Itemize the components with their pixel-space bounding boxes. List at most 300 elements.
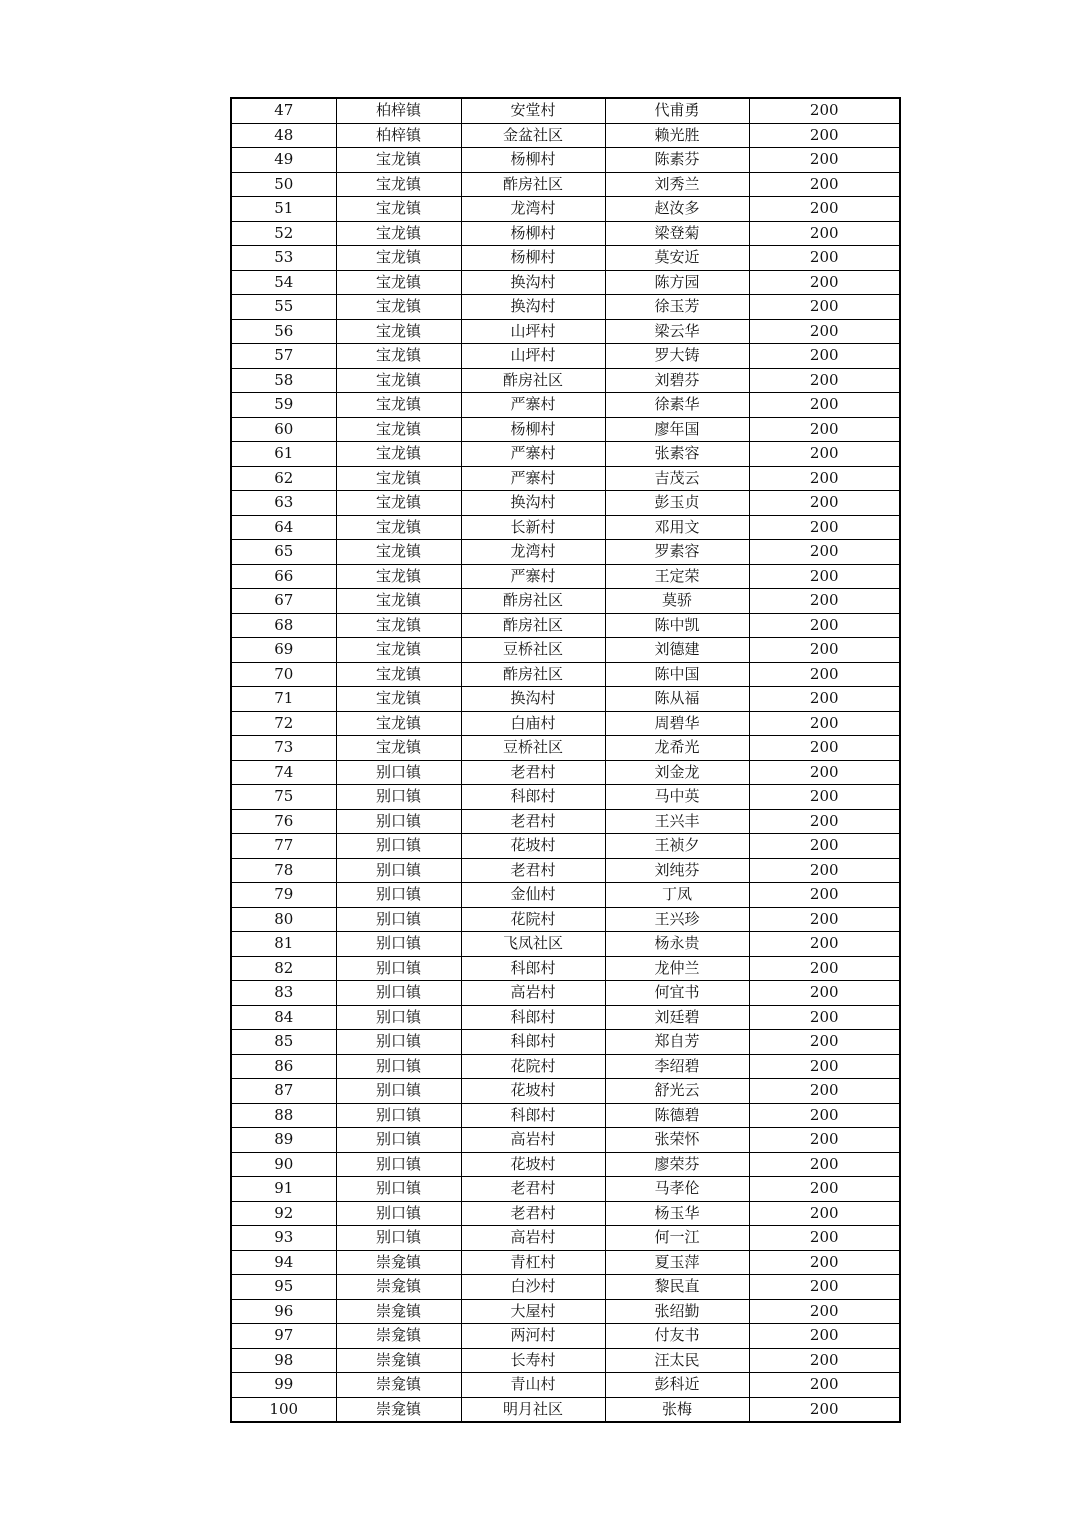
town-cell: 宝龙镇 bbox=[336, 515, 461, 540]
amount-cell: 200 bbox=[749, 515, 900, 540]
town-cell: 别口镇 bbox=[336, 883, 461, 908]
town-cell: 崇龛镇 bbox=[336, 1275, 461, 1300]
village-cell: 科郎村 bbox=[461, 785, 605, 810]
table-row bbox=[231, 785, 900, 810]
person-name-cell: 莫骄 bbox=[605, 589, 749, 614]
village-cell: 严寨村 bbox=[461, 466, 605, 491]
table-row bbox=[231, 858, 900, 883]
town-cell: 宝龙镇 bbox=[336, 368, 461, 393]
village-cell: 科郎村 bbox=[461, 956, 605, 981]
table-row bbox=[231, 246, 900, 271]
town-cell: 崇龛镇 bbox=[336, 1397, 461, 1422]
person-name-cell: 舒光云 bbox=[605, 1079, 749, 1104]
village-cell: 换沟村 bbox=[461, 491, 605, 516]
person-name-cell: 刘德建 bbox=[605, 638, 749, 663]
row-number-cell: 57 bbox=[231, 344, 336, 369]
village-cell: 飞凤社区 bbox=[461, 932, 605, 957]
town-cell: 崇龛镇 bbox=[336, 1299, 461, 1324]
amount-cell: 200 bbox=[749, 1030, 900, 1055]
row-number-cell: 67 bbox=[231, 589, 336, 614]
row-number-cell: 47 bbox=[231, 98, 336, 123]
amount-cell: 200 bbox=[749, 1201, 900, 1226]
town-cell: 宝龙镇 bbox=[336, 221, 461, 246]
town-cell: 宝龙镇 bbox=[336, 393, 461, 418]
person-name-cell: 马中英 bbox=[605, 785, 749, 810]
amount-cell: 200 bbox=[749, 1103, 900, 1128]
table-row bbox=[231, 491, 900, 516]
table-row bbox=[231, 319, 900, 344]
village-cell: 花坡村 bbox=[461, 1079, 605, 1104]
person-name-cell: 张绍勤 bbox=[605, 1299, 749, 1324]
table-row bbox=[231, 711, 900, 736]
town-cell: 别口镇 bbox=[336, 1030, 461, 1055]
person-name-cell: 龙希光 bbox=[605, 736, 749, 761]
village-cell: 杨柳村 bbox=[461, 148, 605, 173]
row-number-cell: 100 bbox=[231, 1397, 336, 1422]
row-number-cell: 95 bbox=[231, 1275, 336, 1300]
amount-cell: 200 bbox=[749, 172, 900, 197]
village-cell: 科郎村 bbox=[461, 1030, 605, 1055]
person-name-cell: 王兴丰 bbox=[605, 809, 749, 834]
village-cell: 老君村 bbox=[461, 858, 605, 883]
person-name-cell: 付友书 bbox=[605, 1324, 749, 1349]
person-name-cell: 王定荣 bbox=[605, 564, 749, 589]
amount-cell: 200 bbox=[749, 270, 900, 295]
amount-cell: 200 bbox=[749, 1373, 900, 1398]
table-row bbox=[231, 221, 900, 246]
village-cell: 龙湾村 bbox=[461, 197, 605, 222]
row-number-cell: 97 bbox=[231, 1324, 336, 1349]
person-name-cell: 何一江 bbox=[605, 1226, 749, 1251]
table-row bbox=[231, 981, 900, 1006]
amount-cell: 200 bbox=[749, 1299, 900, 1324]
town-cell: 别口镇 bbox=[336, 981, 461, 1006]
row-number-cell: 86 bbox=[231, 1054, 336, 1079]
village-cell: 明月社区 bbox=[461, 1397, 605, 1422]
town-cell: 别口镇 bbox=[336, 785, 461, 810]
row-number-cell: 79 bbox=[231, 883, 336, 908]
village-cell: 花坡村 bbox=[461, 1152, 605, 1177]
town-cell: 宝龙镇 bbox=[336, 491, 461, 516]
village-cell: 换沟村 bbox=[461, 687, 605, 712]
table-row bbox=[231, 907, 900, 932]
amount-cell: 200 bbox=[749, 246, 900, 271]
town-cell: 别口镇 bbox=[336, 956, 461, 981]
town-cell: 别口镇 bbox=[336, 834, 461, 859]
town-cell: 崇龛镇 bbox=[336, 1324, 461, 1349]
village-cell: 高岩村 bbox=[461, 1128, 605, 1153]
amount-cell: 200 bbox=[749, 564, 900, 589]
person-name-cell: 夏玉萍 bbox=[605, 1250, 749, 1275]
amount-cell: 200 bbox=[749, 1324, 900, 1349]
town-cell: 别口镇 bbox=[336, 1152, 461, 1177]
village-cell: 严寨村 bbox=[461, 393, 605, 418]
town-cell: 宝龙镇 bbox=[336, 319, 461, 344]
village-cell: 花坡村 bbox=[461, 834, 605, 859]
village-cell: 长寿村 bbox=[461, 1348, 605, 1373]
person-name-cell: 李绍碧 bbox=[605, 1054, 749, 1079]
amount-cell: 200 bbox=[749, 613, 900, 638]
amount-cell: 200 bbox=[749, 687, 900, 712]
table-row bbox=[231, 809, 900, 834]
village-cell: 酢房社区 bbox=[461, 172, 605, 197]
row-number-cell: 73 bbox=[231, 736, 336, 761]
row-number-cell: 90 bbox=[231, 1152, 336, 1177]
village-cell: 老君村 bbox=[461, 760, 605, 785]
amount-cell: 200 bbox=[749, 1397, 900, 1422]
amount-cell: 200 bbox=[749, 1128, 900, 1153]
amount-cell: 200 bbox=[749, 540, 900, 565]
table-row bbox=[231, 270, 900, 295]
town-cell: 宝龙镇 bbox=[336, 613, 461, 638]
village-cell: 换沟村 bbox=[461, 295, 605, 320]
person-name-cell: 梁登菊 bbox=[605, 221, 749, 246]
row-number-cell: 98 bbox=[231, 1348, 336, 1373]
table-row bbox=[231, 1103, 900, 1128]
person-name-cell: 梁云华 bbox=[605, 319, 749, 344]
town-cell: 宝龙镇 bbox=[336, 197, 461, 222]
row-number-cell: 68 bbox=[231, 613, 336, 638]
person-name-cell: 代甫勇 bbox=[605, 98, 749, 123]
village-cell: 豆桥社区 bbox=[461, 736, 605, 761]
town-cell: 宝龙镇 bbox=[336, 687, 461, 712]
town-cell: 别口镇 bbox=[336, 1005, 461, 1030]
amount-cell: 200 bbox=[749, 1250, 900, 1275]
village-cell: 大屋村 bbox=[461, 1299, 605, 1324]
village-cell: 酢房社区 bbox=[461, 589, 605, 614]
village-cell: 白庙村 bbox=[461, 711, 605, 736]
person-name-cell: 刘廷碧 bbox=[605, 1005, 749, 1030]
table-row bbox=[231, 466, 900, 491]
table-row bbox=[231, 515, 900, 540]
town-cell: 宝龙镇 bbox=[336, 736, 461, 761]
table-row bbox=[231, 1226, 900, 1251]
village-cell: 白沙村 bbox=[461, 1275, 605, 1300]
row-number-cell: 53 bbox=[231, 246, 336, 271]
town-cell: 宝龙镇 bbox=[336, 344, 461, 369]
person-name-cell: 徐素华 bbox=[605, 393, 749, 418]
village-cell: 杨柳村 bbox=[461, 221, 605, 246]
row-number-cell: 83 bbox=[231, 981, 336, 1006]
table-row bbox=[231, 638, 900, 663]
row-number-cell: 60 bbox=[231, 417, 336, 442]
person-name-cell: 赵汝多 bbox=[605, 197, 749, 222]
amount-cell: 200 bbox=[749, 662, 900, 687]
row-number-cell: 49 bbox=[231, 148, 336, 173]
row-number-cell: 56 bbox=[231, 319, 336, 344]
amount-cell: 200 bbox=[749, 148, 900, 173]
amount-cell: 200 bbox=[749, 1079, 900, 1104]
amount-cell: 200 bbox=[749, 466, 900, 491]
village-cell: 严寨村 bbox=[461, 442, 605, 467]
person-name-cell: 陈素芬 bbox=[605, 148, 749, 173]
table-body bbox=[231, 98, 900, 1422]
row-number-cell: 66 bbox=[231, 564, 336, 589]
table-row bbox=[231, 1250, 900, 1275]
village-cell: 龙湾村 bbox=[461, 540, 605, 565]
village-cell: 酢房社区 bbox=[461, 613, 605, 638]
table-row bbox=[231, 883, 900, 908]
table-row bbox=[231, 834, 900, 859]
village-cell: 两河村 bbox=[461, 1324, 605, 1349]
amount-cell: 200 bbox=[749, 1152, 900, 1177]
village-cell: 花院村 bbox=[461, 1054, 605, 1079]
village-cell: 高岩村 bbox=[461, 981, 605, 1006]
town-cell: 宝龙镇 bbox=[336, 711, 461, 736]
row-number-cell: 76 bbox=[231, 809, 336, 834]
town-cell: 宝龙镇 bbox=[336, 246, 461, 271]
amount-cell: 200 bbox=[749, 932, 900, 957]
row-number-cell: 52 bbox=[231, 221, 336, 246]
table-row bbox=[231, 1275, 900, 1300]
amount-cell: 200 bbox=[749, 1005, 900, 1030]
row-number-cell: 71 bbox=[231, 687, 336, 712]
row-number-cell: 80 bbox=[231, 907, 336, 932]
amount-cell: 200 bbox=[749, 393, 900, 418]
person-name-cell: 陈中凯 bbox=[605, 613, 749, 638]
person-name-cell: 刘金龙 bbox=[605, 760, 749, 785]
row-number-cell: 82 bbox=[231, 956, 336, 981]
person-name-cell: 刘纯芬 bbox=[605, 858, 749, 883]
person-name-cell: 王兴珍 bbox=[605, 907, 749, 932]
amount-cell: 200 bbox=[749, 1348, 900, 1373]
town-cell: 宝龙镇 bbox=[336, 417, 461, 442]
table-row bbox=[231, 1030, 900, 1055]
table-row bbox=[231, 589, 900, 614]
table-row bbox=[231, 368, 900, 393]
row-number-cell: 93 bbox=[231, 1226, 336, 1251]
town-cell: 宝龙镇 bbox=[336, 295, 461, 320]
row-number-cell: 55 bbox=[231, 295, 336, 320]
village-cell: 青山村 bbox=[461, 1373, 605, 1398]
row-number-cell: 65 bbox=[231, 540, 336, 565]
table-row bbox=[231, 393, 900, 418]
row-number-cell: 72 bbox=[231, 711, 336, 736]
person-name-cell: 陈从福 bbox=[605, 687, 749, 712]
table-row bbox=[231, 1348, 900, 1373]
person-name-cell: 赖光胜 bbox=[605, 123, 749, 148]
town-cell: 宝龙镇 bbox=[336, 540, 461, 565]
table-row bbox=[231, 564, 900, 589]
row-number-cell: 84 bbox=[231, 1005, 336, 1030]
amount-cell: 200 bbox=[749, 1275, 900, 1300]
table-row bbox=[231, 417, 900, 442]
amount-cell: 200 bbox=[749, 123, 900, 148]
table-row bbox=[231, 172, 900, 197]
village-cell: 科郎村 bbox=[461, 1103, 605, 1128]
village-cell: 酢房社区 bbox=[461, 368, 605, 393]
person-name-cell: 吉茂云 bbox=[605, 466, 749, 491]
table-row bbox=[231, 956, 900, 981]
table-row bbox=[231, 1201, 900, 1226]
table-row bbox=[231, 98, 900, 123]
amount-cell: 200 bbox=[749, 638, 900, 663]
amount-cell: 200 bbox=[749, 907, 900, 932]
village-cell: 严寨村 bbox=[461, 564, 605, 589]
row-number-cell: 69 bbox=[231, 638, 336, 663]
person-name-cell: 刘秀兰 bbox=[605, 172, 749, 197]
table-row bbox=[231, 1128, 900, 1153]
person-name-cell: 王祯夕 bbox=[605, 834, 749, 859]
table-row bbox=[231, 540, 900, 565]
town-cell: 宝龙镇 bbox=[336, 270, 461, 295]
row-number-cell: 78 bbox=[231, 858, 336, 883]
table-row bbox=[231, 662, 900, 687]
person-name-cell: 汪太民 bbox=[605, 1348, 749, 1373]
row-number-cell: 75 bbox=[231, 785, 336, 810]
person-name-cell: 陈德碧 bbox=[605, 1103, 749, 1128]
person-name-cell: 张梅 bbox=[605, 1397, 749, 1422]
amount-cell: 200 bbox=[749, 319, 900, 344]
amount-cell: 200 bbox=[749, 295, 900, 320]
town-cell: 宝龙镇 bbox=[336, 589, 461, 614]
table-row bbox=[231, 1299, 900, 1324]
table-row bbox=[231, 1054, 900, 1079]
amount-cell: 200 bbox=[749, 589, 900, 614]
row-number-cell: 92 bbox=[231, 1201, 336, 1226]
row-number-cell: 63 bbox=[231, 491, 336, 516]
row-number-cell: 85 bbox=[231, 1030, 336, 1055]
amount-cell: 200 bbox=[749, 834, 900, 859]
person-name-cell: 刘碧芬 bbox=[605, 368, 749, 393]
town-cell: 别口镇 bbox=[336, 932, 461, 957]
village-cell: 金仙村 bbox=[461, 883, 605, 908]
town-cell: 柏梓镇 bbox=[336, 123, 461, 148]
table-row bbox=[231, 344, 900, 369]
table-row bbox=[231, 1397, 900, 1422]
person-name-cell: 张荣怀 bbox=[605, 1128, 749, 1153]
row-number-cell: 99 bbox=[231, 1373, 336, 1398]
town-cell: 别口镇 bbox=[336, 1201, 461, 1226]
table-row bbox=[231, 687, 900, 712]
person-name-cell: 罗大铸 bbox=[605, 344, 749, 369]
row-number-cell: 59 bbox=[231, 393, 336, 418]
amount-cell: 200 bbox=[749, 883, 900, 908]
table-row bbox=[231, 760, 900, 785]
village-cell: 山坪村 bbox=[461, 344, 605, 369]
amount-cell: 200 bbox=[749, 344, 900, 369]
table-row bbox=[231, 197, 900, 222]
town-cell: 宝龙镇 bbox=[336, 564, 461, 589]
town-cell: 宝龙镇 bbox=[336, 148, 461, 173]
table-row bbox=[231, 613, 900, 638]
town-cell: 宝龙镇 bbox=[336, 172, 461, 197]
village-cell: 山坪村 bbox=[461, 319, 605, 344]
village-cell: 老君村 bbox=[461, 1201, 605, 1226]
town-cell: 别口镇 bbox=[336, 907, 461, 932]
amount-cell: 200 bbox=[749, 221, 900, 246]
village-cell: 花院村 bbox=[461, 907, 605, 932]
amount-cell: 200 bbox=[749, 736, 900, 761]
table-row bbox=[231, 148, 900, 173]
table-row bbox=[231, 123, 900, 148]
person-name-cell: 陈方园 bbox=[605, 270, 749, 295]
row-number-cell: 91 bbox=[231, 1177, 336, 1202]
town-cell: 宝龙镇 bbox=[336, 638, 461, 663]
table-row bbox=[231, 736, 900, 761]
person-name-cell: 张素容 bbox=[605, 442, 749, 467]
amount-cell: 200 bbox=[749, 197, 900, 222]
row-number-cell: 61 bbox=[231, 442, 336, 467]
village-cell: 安堂村 bbox=[461, 98, 605, 123]
town-cell: 别口镇 bbox=[336, 1226, 461, 1251]
table-row bbox=[231, 1152, 900, 1177]
amount-cell: 200 bbox=[749, 1226, 900, 1251]
town-cell: 宝龙镇 bbox=[336, 466, 461, 491]
amount-cell: 200 bbox=[749, 809, 900, 834]
town-cell: 崇龛镇 bbox=[336, 1250, 461, 1275]
table-row bbox=[231, 932, 900, 957]
row-number-cell: 87 bbox=[231, 1079, 336, 1104]
person-name-cell: 丁凤 bbox=[605, 883, 749, 908]
person-name-cell: 莫安近 bbox=[605, 246, 749, 271]
subsidy-table bbox=[230, 97, 901, 1423]
town-cell: 别口镇 bbox=[336, 858, 461, 883]
amount-cell: 200 bbox=[749, 858, 900, 883]
row-number-cell: 70 bbox=[231, 662, 336, 687]
person-name-cell: 陈中国 bbox=[605, 662, 749, 687]
town-cell: 崇龛镇 bbox=[336, 1348, 461, 1373]
amount-cell: 200 bbox=[749, 711, 900, 736]
person-name-cell: 杨玉华 bbox=[605, 1201, 749, 1226]
person-name-cell: 廖年国 bbox=[605, 417, 749, 442]
village-cell: 金盆社区 bbox=[461, 123, 605, 148]
village-cell: 酢房社区 bbox=[461, 662, 605, 687]
amount-cell: 200 bbox=[749, 98, 900, 123]
village-cell: 杨柳村 bbox=[461, 246, 605, 271]
town-cell: 别口镇 bbox=[336, 1079, 461, 1104]
village-cell: 换沟村 bbox=[461, 270, 605, 295]
person-name-cell: 徐玉芳 bbox=[605, 295, 749, 320]
table-row bbox=[231, 1324, 900, 1349]
table-row bbox=[231, 1005, 900, 1030]
village-cell: 青杠村 bbox=[461, 1250, 605, 1275]
town-cell: 别口镇 bbox=[336, 760, 461, 785]
amount-cell: 200 bbox=[749, 368, 900, 393]
row-number-cell: 96 bbox=[231, 1299, 336, 1324]
amount-cell: 200 bbox=[749, 956, 900, 981]
amount-cell: 200 bbox=[749, 417, 900, 442]
row-number-cell: 48 bbox=[231, 123, 336, 148]
table-row bbox=[231, 1373, 900, 1398]
person-name-cell: 罗素容 bbox=[605, 540, 749, 565]
amount-cell: 200 bbox=[749, 785, 900, 810]
town-cell: 别口镇 bbox=[336, 1177, 461, 1202]
row-number-cell: 64 bbox=[231, 515, 336, 540]
town-cell: 崇龛镇 bbox=[336, 1373, 461, 1398]
town-cell: 宝龙镇 bbox=[336, 662, 461, 687]
row-number-cell: 58 bbox=[231, 368, 336, 393]
row-number-cell: 51 bbox=[231, 197, 336, 222]
row-number-cell: 74 bbox=[231, 760, 336, 785]
person-name-cell: 彭科近 bbox=[605, 1373, 749, 1398]
amount-cell: 200 bbox=[749, 981, 900, 1006]
table-row bbox=[231, 295, 900, 320]
amount-cell: 200 bbox=[749, 1054, 900, 1079]
row-number-cell: 81 bbox=[231, 932, 336, 957]
amount-cell: 200 bbox=[749, 1177, 900, 1202]
village-cell: 长新村 bbox=[461, 515, 605, 540]
town-cell: 宝龙镇 bbox=[336, 442, 461, 467]
table-row bbox=[231, 1177, 900, 1202]
person-name-cell: 何宜书 bbox=[605, 981, 749, 1006]
town-cell: 柏梓镇 bbox=[336, 98, 461, 123]
row-number-cell: 62 bbox=[231, 466, 336, 491]
person-name-cell: 龙仲兰 bbox=[605, 956, 749, 981]
row-number-cell: 77 bbox=[231, 834, 336, 859]
row-number-cell: 50 bbox=[231, 172, 336, 197]
person-name-cell: 黎民直 bbox=[605, 1275, 749, 1300]
